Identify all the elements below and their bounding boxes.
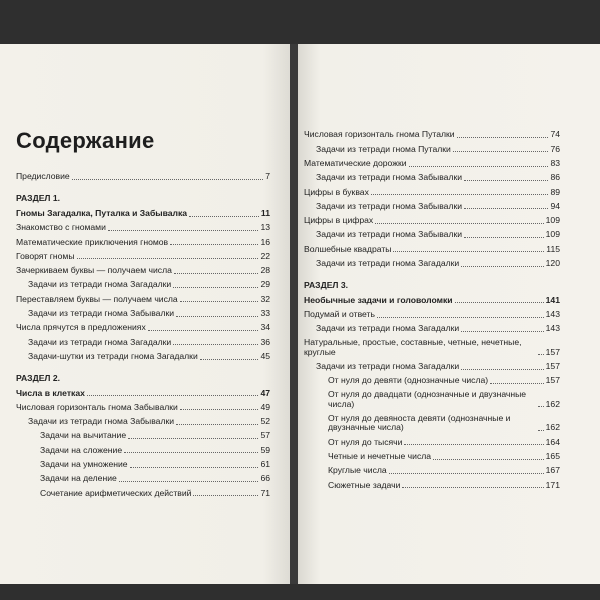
toc-entry[interactable] xyxy=(304,466,560,476)
dot-leader xyxy=(148,330,259,331)
toc-entry-title: Зачеркиваем буквы — получаем числа xyxy=(16,266,172,276)
toc-page-number: 47 xyxy=(260,387,270,398)
toc-entry-title: Задачи из тетради гнома Забывалки xyxy=(28,309,175,319)
dot-leader xyxy=(77,258,259,259)
toc-page-number: 45 xyxy=(260,350,270,361)
toc-entry-title: Волшебные квадраты xyxy=(304,244,392,254)
toc-page-number: 86 xyxy=(550,172,560,183)
toc-entry-title: Задачи на сложение xyxy=(40,445,123,455)
toc-entry-title: Задачи из тетради гнома Забывалки xyxy=(316,230,463,240)
toc-entry[interactable] xyxy=(16,223,270,233)
toc-entry-title: Четные и нечетные числа xyxy=(328,451,432,461)
dot-leader xyxy=(130,467,259,468)
toc-page-number: 157 xyxy=(545,361,560,372)
toc-page-number: 74 xyxy=(550,129,560,140)
toc-entry[interactable] xyxy=(16,402,270,412)
dot-leader xyxy=(461,369,543,370)
dot-leader xyxy=(393,251,544,252)
toc-page-number: 120 xyxy=(545,258,560,269)
toc-entry-title: Задачи из тетради гнома Забывалки xyxy=(28,417,175,427)
section-heading: РАЗДЕЛ 3. xyxy=(304,279,349,290)
dot-leader xyxy=(193,495,258,496)
dot-leader xyxy=(128,438,258,439)
toc-page-number: 36 xyxy=(260,336,270,347)
toc-entry-title: Задачи на деление xyxy=(40,474,117,484)
toc-page-number: 165 xyxy=(545,450,560,461)
dot-leader xyxy=(464,180,548,181)
dot-leader xyxy=(409,166,549,167)
dot-leader xyxy=(124,452,258,453)
toc-entry[interactable] xyxy=(304,144,560,154)
toc-page-number: 109 xyxy=(545,229,560,240)
toc-entry-title: Цифры в буквах xyxy=(304,187,369,197)
toc-page-number: 171 xyxy=(545,479,560,490)
toc-entry-title: Предисловие xyxy=(16,172,70,182)
toc-entry[interactable] xyxy=(16,474,270,484)
dot-leader xyxy=(538,406,544,407)
toc-entry[interactable] xyxy=(16,431,270,441)
toc-entry-title: Сюжетные задачи xyxy=(328,480,401,490)
toc-entry[interactable] xyxy=(16,251,270,261)
toc-entry[interactable] xyxy=(304,216,560,226)
toc-entry-title: Задачи из тетради гнома Загадалки xyxy=(28,280,172,290)
toc-page-number: 109 xyxy=(545,215,560,226)
toc-entry-title: Натуральные, простые, составные, четные, нечетные, круглые xyxy=(304,338,522,357)
toc-page-number: 59 xyxy=(260,444,270,455)
toc-entry-title: Задачи из тетради гнома Загадалки xyxy=(316,259,460,269)
section-heading: РАЗДЕЛ 1. xyxy=(16,193,61,203)
toc-page-number: 29 xyxy=(260,279,270,290)
toc-entry-title: Круглые числа xyxy=(328,466,387,476)
toc-entry[interactable] xyxy=(304,338,560,357)
toc-entry-title: Числа в клетках xyxy=(16,388,85,398)
dot-leader xyxy=(464,237,544,238)
toc-entry[interactable] xyxy=(304,230,560,240)
toc-page-number: 164 xyxy=(545,436,560,447)
toc-entry[interactable] xyxy=(16,488,270,498)
toc-entry[interactable] xyxy=(304,259,560,269)
dot-leader xyxy=(180,409,259,410)
dot-leader xyxy=(173,287,258,288)
toc-entry[interactable] xyxy=(304,244,560,254)
toc-entry[interactable] xyxy=(16,337,270,347)
toc-page-number: 28 xyxy=(260,265,270,276)
dot-leader xyxy=(377,317,544,318)
toc-entry[interactable] xyxy=(16,266,270,276)
page-title: Содержание xyxy=(16,128,155,153)
dot-leader xyxy=(176,316,258,317)
toc-entry-title: Цифры в цифрах xyxy=(304,216,374,226)
toc-page-number: 11 xyxy=(260,208,270,218)
book-spine xyxy=(290,44,298,584)
dot-leader xyxy=(538,354,544,355)
toc-entry-title: Задачи из тетради гнома Путалки xyxy=(316,144,451,154)
toc-entry-title: Задачи из тетради гнома Забывалки xyxy=(316,201,463,211)
toc-entry-title: Задачи на умножение xyxy=(40,460,128,470)
toc-page-number: 89 xyxy=(550,186,560,197)
toc-entry-title: Математические приключения гномов xyxy=(16,237,169,247)
toc-page-number: 157 xyxy=(545,375,560,386)
toc-entry-title: Знакомство с гномами xyxy=(16,223,106,233)
toc-entry[interactable] xyxy=(304,362,560,372)
toc-entry[interactable] xyxy=(16,209,270,219)
toc-page-number: 76 xyxy=(550,143,560,154)
toc-entry[interactable] xyxy=(16,388,270,398)
dot-leader xyxy=(119,481,259,482)
toc-entry[interactable] xyxy=(304,376,560,386)
toc-entry[interactable] xyxy=(304,295,560,305)
toc-entry[interactable] xyxy=(304,437,560,447)
toc-entry[interactable] xyxy=(304,390,560,409)
dot-leader xyxy=(490,383,544,384)
toc-entry-title: Задачи из тетради гнома Загадалки xyxy=(28,337,172,347)
toc-entry[interactable] xyxy=(16,323,270,333)
toc-page-number: 94 xyxy=(550,200,560,211)
dot-leader xyxy=(389,473,544,474)
toc-entry-title: От нуля до девяти (однозначные числа) xyxy=(328,376,489,386)
dot-leader xyxy=(375,223,543,224)
dot-leader xyxy=(108,230,259,231)
toc-entry-title: Числовая горизонталь гнома Забывалки xyxy=(16,402,178,412)
toc-right-column xyxy=(304,130,560,494)
toc-page-number: 143 xyxy=(545,308,560,319)
toc-entry-title: Подумай и ответь xyxy=(304,309,375,319)
toc-entry[interactable] xyxy=(16,460,270,470)
toc-page-number: 7 xyxy=(265,171,270,182)
dot-leader xyxy=(176,424,258,425)
dot-leader xyxy=(455,302,544,303)
toc-entry-title: Говорят гномы xyxy=(16,251,75,261)
dot-leader xyxy=(200,359,259,360)
toc-entry[interactable] xyxy=(16,237,270,247)
toc-entry[interactable] xyxy=(16,445,270,455)
toc-entry[interactable] xyxy=(304,414,560,433)
toc-page-number: 141 xyxy=(545,294,560,305)
dot-leader xyxy=(404,444,543,445)
dot-leader xyxy=(87,395,259,396)
toc-page-number: 71 xyxy=(260,487,270,498)
toc-entry-title: Числовая горизонталь гнома Путалки xyxy=(304,130,455,140)
dot-leader xyxy=(453,151,549,152)
toc-page-number: 33 xyxy=(260,308,270,319)
toc-entry[interactable] xyxy=(304,173,560,183)
toc-entry-title: Задачи из тетради гнома Загадалки xyxy=(316,324,460,334)
toc-entry-title: Необычные задачи и головоломки xyxy=(304,295,453,305)
toc-entry-title: От нуля до девяноста девяти (однозначные и двузначные числа) xyxy=(328,413,511,433)
toc-entry[interactable] xyxy=(16,309,270,319)
toc-entry[interactable] xyxy=(16,172,270,182)
toc-page-number: 162 xyxy=(545,398,560,409)
dot-leader xyxy=(433,459,544,460)
dot-leader xyxy=(538,430,544,431)
dot-leader xyxy=(173,344,258,345)
toc-page-number: 162 xyxy=(545,422,560,433)
toc-page-number: 13 xyxy=(260,222,270,233)
dot-leader xyxy=(457,137,549,138)
toc-entry-title: От нуля до двадцати (однозначные и двузначные числа) xyxy=(328,390,527,409)
toc-page-number: 57 xyxy=(260,430,270,441)
toc-page-number: 22 xyxy=(260,250,270,261)
toc-entry[interactable] xyxy=(304,187,560,197)
section-heading: РАЗДЕЛ 2. xyxy=(16,372,61,383)
toc-entry[interactable] xyxy=(16,294,270,304)
toc-entry[interactable] xyxy=(304,201,560,211)
toc-page-number: 32 xyxy=(260,293,270,304)
dot-leader xyxy=(189,216,259,217)
dot-leader xyxy=(402,487,543,488)
toc-entry-title: Задачи из тетради гнома Загадалки xyxy=(316,362,460,372)
toc-entry-title: Числа прячутся в предложениях xyxy=(16,323,146,333)
toc-entry[interactable] xyxy=(16,417,270,427)
dot-leader xyxy=(371,194,549,195)
dot-leader xyxy=(461,331,543,332)
toc-entry-title: Гномы Загадалка, Путалка и Забывалка xyxy=(16,209,188,218)
toc-entry-title: Переставляем буквы — получаем числа xyxy=(16,294,178,304)
toc-entry[interactable] xyxy=(304,159,560,169)
toc-entry-title: Задачи-шутки из тетради гнома Загадалки xyxy=(28,351,198,361)
toc-page-number: 66 xyxy=(260,473,270,484)
toc-entry[interactable] xyxy=(304,324,560,334)
toc-entry[interactable] xyxy=(304,130,560,140)
toc-entry-title: Задачи из тетради гнома Забывалки xyxy=(316,173,463,183)
dot-leader xyxy=(72,179,264,180)
toc-entry[interactable] xyxy=(16,352,270,362)
dot-leader xyxy=(174,273,259,274)
toc-page-number: 115 xyxy=(546,243,560,254)
toc-entry-title: Математические дорожки xyxy=(304,159,407,168)
toc-page-number: 157 xyxy=(545,346,560,357)
toc-page-number: 83 xyxy=(550,158,560,168)
dot-leader xyxy=(464,208,548,209)
toc-entry[interactable] xyxy=(304,480,560,490)
toc-entry-title: От нуля до тысячи xyxy=(328,437,403,447)
toc-page-number: 143 xyxy=(545,323,560,334)
dot-leader xyxy=(170,244,258,245)
toc-entry[interactable] xyxy=(304,310,560,320)
dot-leader xyxy=(180,301,259,302)
toc-page-number: 61 xyxy=(260,459,270,470)
toc-page-number: 34 xyxy=(260,322,270,333)
dot-leader xyxy=(461,266,543,267)
toc-entry[interactable] xyxy=(304,452,560,462)
toc-left-column xyxy=(16,172,270,503)
toc-page-number: 16 xyxy=(260,236,270,247)
toc-entry[interactable] xyxy=(16,280,270,290)
toc-page-number: 167 xyxy=(545,465,560,476)
toc-entry-title: Задачи на вычитание xyxy=(40,431,127,441)
toc-entry-title: Сочетание арифметических действий xyxy=(40,488,192,498)
toc-page-number: 52 xyxy=(260,416,270,427)
toc-page-number: 49 xyxy=(260,401,270,412)
